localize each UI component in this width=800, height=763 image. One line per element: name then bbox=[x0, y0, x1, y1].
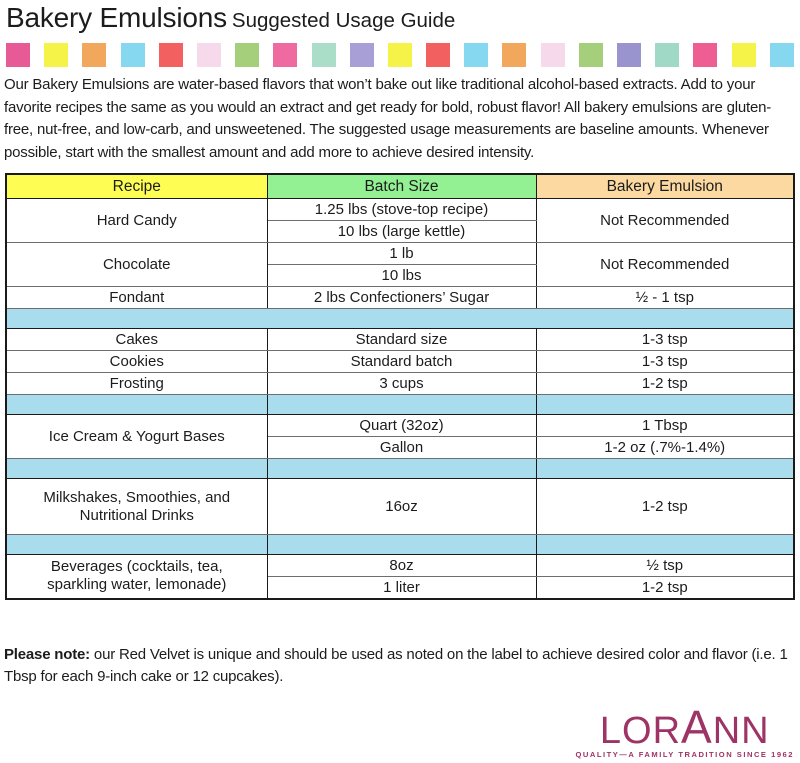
table-cell: Cakes bbox=[6, 329, 267, 351]
table-cell: 1-2 tsp bbox=[536, 373, 794, 395]
note-text: our Red Velvet is unique and should be used as noted on the label to achieve desired color and flavor (i.e. 1 Tbsp for each 9-inch cake or 12 cupcakes). bbox=[4, 645, 788, 685]
separator-cell bbox=[6, 395, 267, 415]
lorann-tagline: QUALITY—A FAMILY TRADITION SINCE 1962 bbox=[575, 750, 794, 759]
lorann-logo bbox=[575, 701, 794, 759]
color-swatch bbox=[617, 43, 641, 67]
separator-cell bbox=[267, 395, 536, 415]
table-cell: 3 cups bbox=[267, 373, 536, 395]
color-swatch bbox=[464, 43, 488, 67]
table-cell: 1-2 tsp bbox=[536, 577, 794, 599]
table-row bbox=[6, 199, 794, 221]
table-row bbox=[6, 373, 794, 395]
table-cell: 16oz bbox=[267, 479, 536, 535]
table-row bbox=[6, 351, 794, 373]
table-cell: 1 Tbsp bbox=[536, 415, 794, 437]
page-title bbox=[6, 2, 800, 34]
color-swatch bbox=[732, 43, 756, 67]
table-header-cell: Batch Size bbox=[267, 174, 536, 199]
usage-table-body bbox=[6, 199, 794, 599]
table-cell: 1-2 oz (.7%-1.4%) bbox=[536, 437, 794, 459]
separator-cell bbox=[536, 535, 794, 555]
table-cell: 1-3 tsp bbox=[536, 329, 794, 351]
note-paragraph bbox=[4, 644, 795, 689]
color-swatch bbox=[44, 43, 68, 67]
table-row bbox=[6, 329, 794, 351]
table-row bbox=[6, 479, 794, 535]
table-cell: 1 lb bbox=[267, 243, 536, 265]
color-swatch bbox=[273, 43, 297, 67]
table-cell: 1 liter bbox=[267, 577, 536, 599]
separator-row bbox=[6, 395, 794, 415]
table-row bbox=[6, 555, 794, 577]
table-header-cell: Bakery Emulsion bbox=[536, 174, 794, 199]
color-swatch bbox=[541, 43, 565, 67]
color-swatch bbox=[350, 43, 374, 67]
table-row bbox=[6, 287, 794, 309]
color-swatch bbox=[82, 43, 106, 67]
usage-table bbox=[5, 173, 795, 600]
separator-cell bbox=[536, 395, 794, 415]
color-swatch bbox=[6, 43, 30, 67]
separator-row bbox=[6, 309, 794, 329]
table-cell: Hard Candy bbox=[6, 199, 267, 243]
brand-part: A bbox=[681, 701, 713, 753]
table-cell: Frosting bbox=[6, 373, 267, 395]
table-cell: Beverages (cocktails, tea, sparkling water, lemonade) bbox=[6, 555, 267, 599]
separator-cell bbox=[267, 459, 536, 479]
table-cell: Quart (32oz) bbox=[267, 415, 536, 437]
separator-cell bbox=[267, 535, 536, 555]
table-cell: 1.25 lbs (stove-top recipe) bbox=[267, 199, 536, 221]
color-swatch-strip bbox=[6, 43, 794, 67]
table-cell: 1-3 tsp bbox=[536, 351, 794, 373]
color-swatch bbox=[388, 43, 412, 67]
separator-cell bbox=[536, 459, 794, 479]
separator-cell bbox=[6, 535, 267, 555]
color-swatch bbox=[655, 43, 679, 67]
table-header-cell: Recipe bbox=[6, 174, 267, 199]
color-swatch bbox=[159, 43, 183, 67]
table-cell: ½ tsp bbox=[536, 555, 794, 577]
table-cell: Milkshakes, Smoothies, and Nutritional Drinks bbox=[6, 479, 267, 535]
table-cell: 1-2 tsp bbox=[536, 479, 794, 535]
brand-part: NN bbox=[712, 710, 770, 752]
separator-cell bbox=[6, 309, 794, 329]
table-cell: 2 lbs Confectioners’ Sugar bbox=[267, 287, 536, 309]
table-cell: 8oz bbox=[267, 555, 536, 577]
table-cell: Gallon bbox=[267, 437, 536, 459]
table-row bbox=[6, 243, 794, 265]
title-sub: Suggested Usage Guide bbox=[231, 9, 456, 32]
table-cell: Cookies bbox=[6, 351, 267, 373]
color-swatch bbox=[693, 43, 717, 67]
separator-cell bbox=[6, 459, 267, 479]
color-swatch bbox=[579, 43, 603, 67]
color-swatch bbox=[197, 43, 221, 67]
brand-part: LOR bbox=[599, 710, 682, 752]
separator-row bbox=[6, 459, 794, 479]
table-cell: Fondant bbox=[6, 287, 267, 309]
title-main: Bakery Emulsions bbox=[6, 2, 227, 33]
note-label: Please note: bbox=[4, 645, 90, 663]
color-swatch bbox=[502, 43, 526, 67]
usage-table-header bbox=[6, 174, 794, 199]
table-cell: Not Recommended bbox=[536, 199, 794, 243]
color-swatch bbox=[121, 43, 145, 67]
color-swatch bbox=[312, 43, 336, 67]
table-cell: Chocolate bbox=[6, 243, 267, 287]
table-cell: Standard size bbox=[267, 329, 536, 351]
table-row bbox=[6, 415, 794, 437]
color-swatch bbox=[770, 43, 794, 67]
table-cell: ½ - 1 tsp bbox=[536, 287, 794, 309]
lorann-wordmark bbox=[575, 701, 794, 753]
intro-paragraph: Our Bakery Emulsions are water-based flavors that won’t bake out like traditional alcohol-based extracts. Add to your favorite recipes the same as you would an extract and get ready for bold, robust flavor! All bakery emulsions are gluten-free, nut-free, and low-carb, and unsweetened. The suggested usage measurements are baseline amounts. Whenever possible, start with the smallest amount and add more to achieve desired intensity. bbox=[4, 76, 772, 161]
table-cell: Ice Cream & Yogurt Bases bbox=[6, 415, 267, 459]
table-cell: Not Recommended bbox=[536, 243, 794, 287]
table-cell: Standard batch bbox=[267, 351, 536, 373]
table-cell: 10 lbs bbox=[267, 265, 536, 287]
color-swatch bbox=[235, 43, 259, 67]
color-swatch bbox=[426, 43, 450, 67]
separator-row bbox=[6, 535, 794, 555]
table-cell: 10 lbs (large kettle) bbox=[267, 221, 536, 243]
